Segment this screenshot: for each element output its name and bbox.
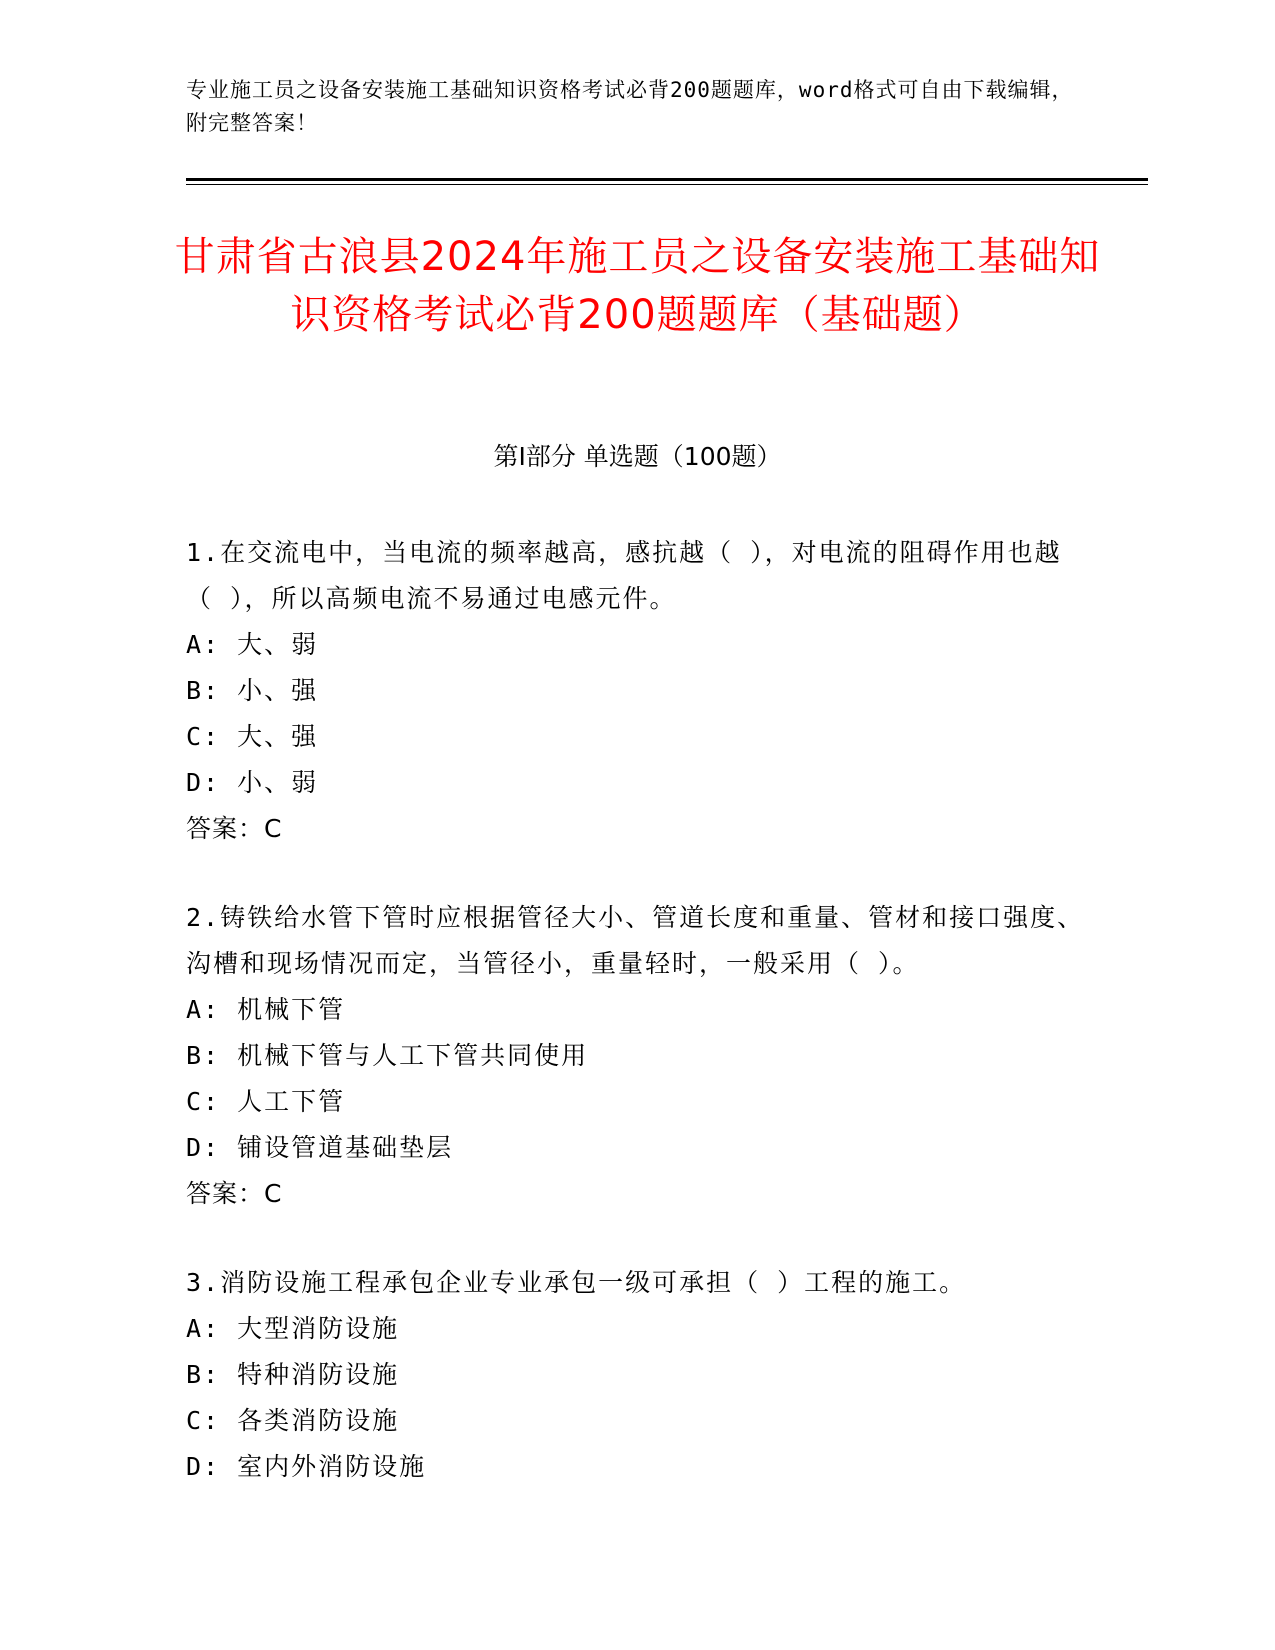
document-title: 甘肃省古浪县2024年施工员之设备安装施工基础知识资格考试必背200题题库（基础题） — [174, 234, 1101, 338]
question-2 — [186, 895, 1086, 1217]
header-rule-thick — [186, 178, 1148, 181]
question-stem: 3.消防设施工程承包企业专业承包一级可承担（ ）工程的施工。 — [186, 1268, 967, 1297]
option-a: A: 机械下管 — [186, 995, 346, 1024]
option-d: D: 室内外消防设施 — [186, 1452, 427, 1481]
option-b: B: 小、强 — [186, 676, 319, 705]
header-rule-thin — [186, 184, 1148, 185]
option-a: A: 大、弱 — [186, 630, 319, 659]
option-c: C: 各类消防设施 — [186, 1406, 400, 1435]
option-a: A: 大型消防设施 — [186, 1314, 400, 1343]
option-b: B: 特种消防设施 — [186, 1360, 400, 1389]
option-c: C: 人工下管 — [186, 1087, 346, 1116]
question-stem: 2.铸铁给水管下管时应根据管径大小、管道长度和重量、管材和接口强度、沟槽和现场情况而定，当管径小，重量轻时，一般采用（ ）。 — [186, 903, 1085, 978]
option-c: C: 大、强 — [186, 722, 319, 751]
question-1 — [186, 530, 1086, 852]
option-b: B: 机械下管与人工下管共同使用 — [186, 1041, 589, 1070]
option-d: D: 小、弱 — [186, 768, 319, 797]
question-list — [186, 530, 1086, 1533]
option-d: D: 铺设管道基础垫层 — [186, 1133, 454, 1162]
question-3 — [186, 1260, 1086, 1490]
answer: 答案：C — [186, 814, 283, 843]
section-title: 第Ⅰ部分 单选题（100题） — [493, 442, 782, 471]
question-stem: 1.在交流电中，当电流的频率越高，感抗越（ ），对电流的阻碍作用也越（ ），所以高频电流不易通过电感元件。 — [186, 538, 1062, 613]
header-note: 专业施工员之设备安装施工基础知识资格考试必背200题题库，word格式可自由下载编辑，附完整答案！ — [186, 78, 1074, 135]
answer: 答案：C — [186, 1179, 283, 1208]
